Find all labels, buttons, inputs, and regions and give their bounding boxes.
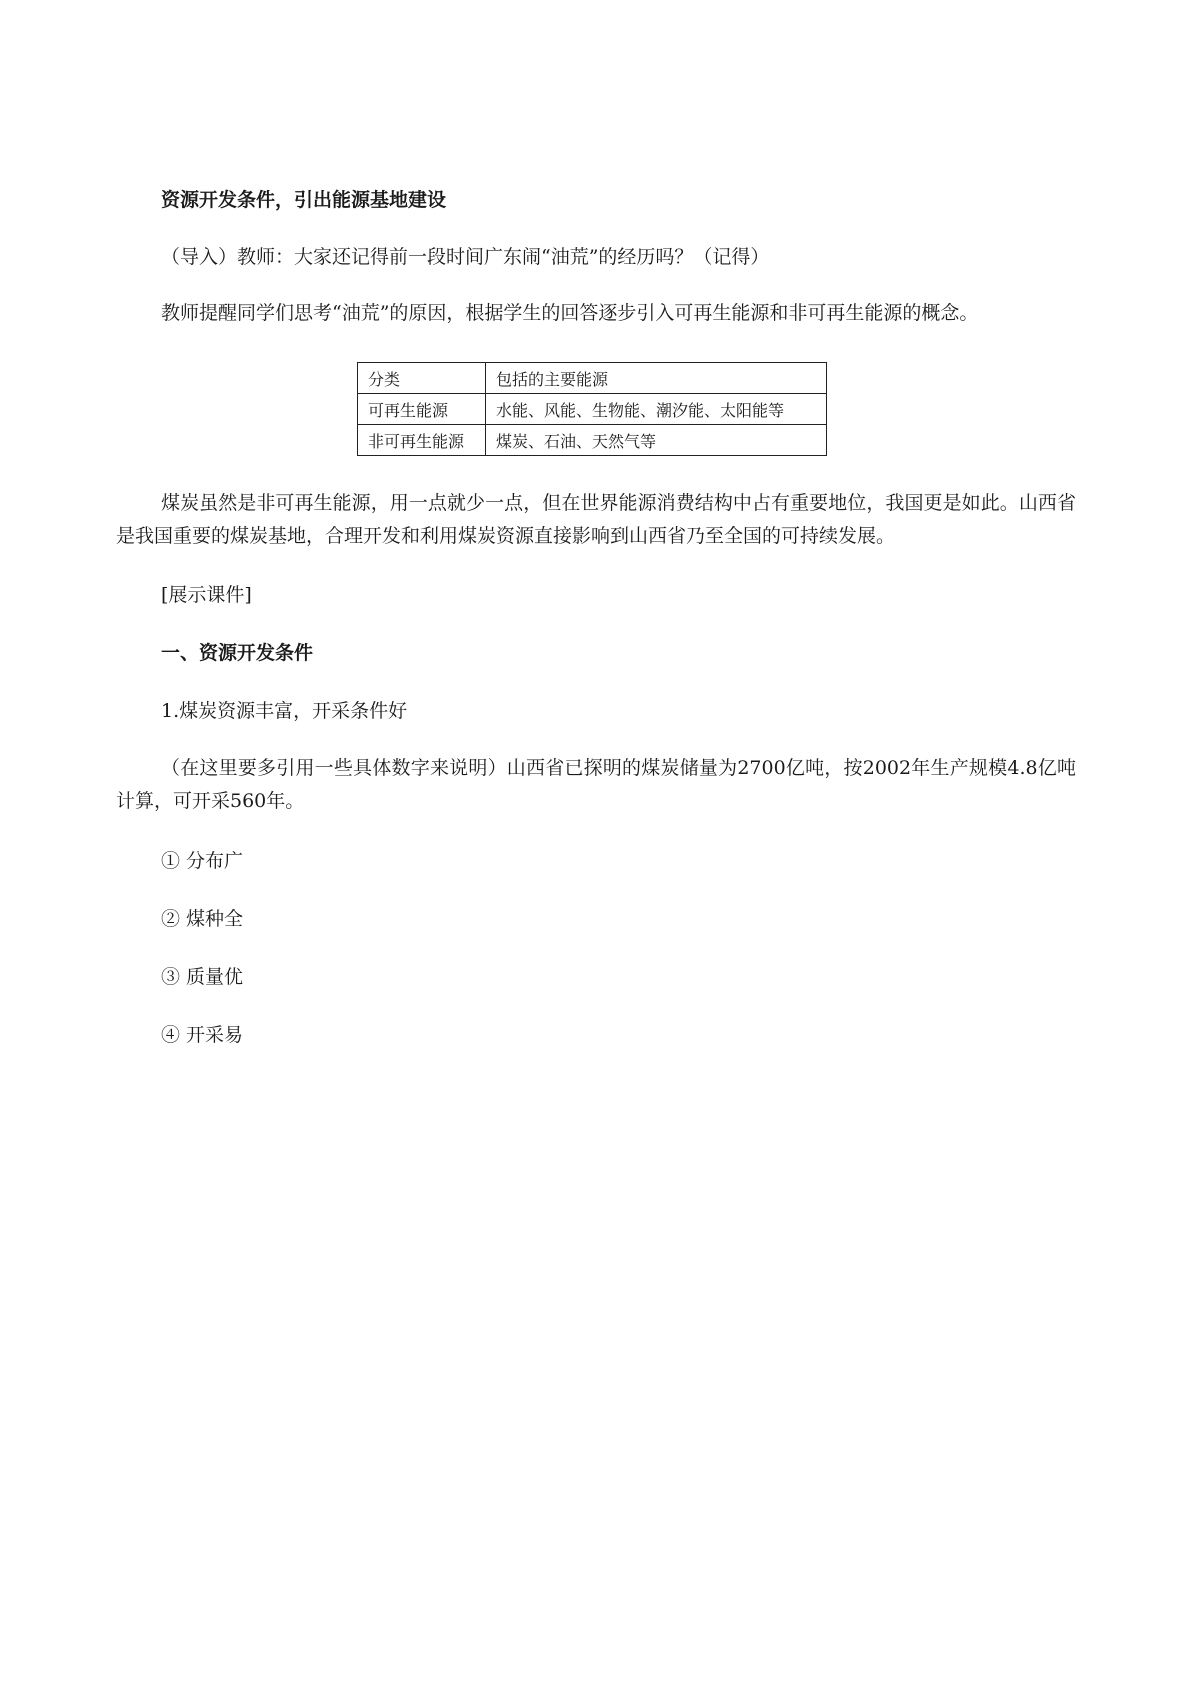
list-item: ③ 质量优 — [161, 966, 244, 988]
section-title: 一、资源开发条件 — [161, 642, 314, 664]
table-cell: 非可再生能源 — [358, 425, 486, 456]
table-cell: 水能、风能、生物能、潮汐能、太阳能等 — [486, 394, 827, 425]
table-cell: 煤炭、石油、天然气等 — [486, 425, 827, 456]
list-item: ④ 开采易 — [161, 1024, 244, 1046]
energy-table — [357, 362, 827, 456]
list-item: ① 分布广 — [161, 850, 244, 872]
courseware-note: [展示课件] — [161, 584, 252, 606]
data-paragraph: （在这里要多引用一些具体数字来说明）山西省已探明的煤炭储量为2700亿吨，按2002年生产规模4.8亿吨计算，可开采560年。 — [116, 757, 1076, 812]
table-row — [358, 394, 827, 425]
coal-paragraph: 煤炭虽然是非可再生能源，用一点就少一点，但在世界能源消费结构中占有重要地位，我国更是如此。山西省是我国重要的煤炭基地，合理开发和利用煤炭资源直接影响到山西省乃至全国的可持续发展。 — [116, 492, 1076, 547]
list-item: ② 煤种全 — [161, 908, 244, 930]
prompt-paragraph: 教师提醒同学们思考“油荒”的原因，根据学生的回答逐步引入可再生能源和非可再生能源的概念。 — [161, 302, 979, 324]
table-cell: 可再生能源 — [358, 394, 486, 425]
subsection-title: 1.煤炭资源丰富，开采条件好 — [161, 700, 408, 722]
heading: 资源开发条件，引出能源基地建设 — [161, 189, 447, 211]
table-cell: 包括的主要能源 — [486, 363, 827, 394]
table-header-row — [358, 363, 827, 394]
table-cell: 分类 — [358, 363, 486, 394]
table-row — [358, 425, 827, 456]
intro-paragraph: （导入）教师：大家还记得前一段时间广东闹“油荒”的经历吗？（记得） — [161, 246, 770, 268]
